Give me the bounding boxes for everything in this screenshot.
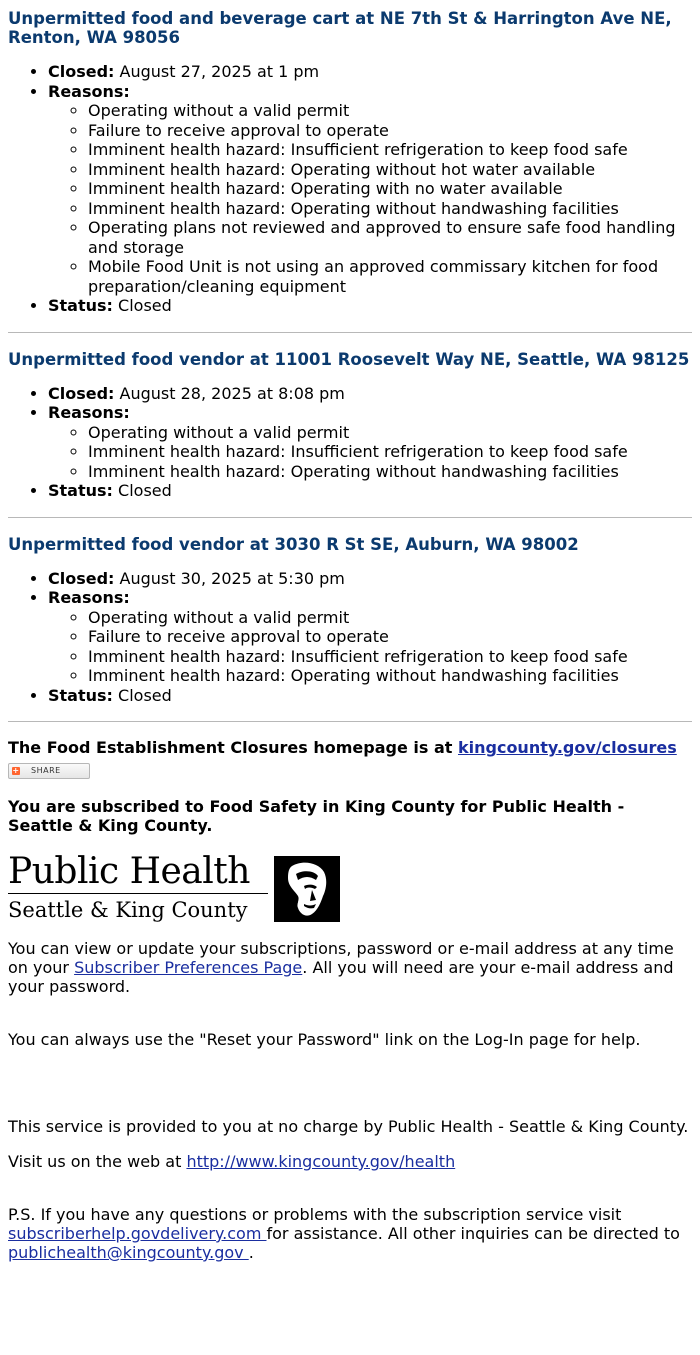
reasons-label: Reasons: — [48, 81, 130, 101]
logo-rule — [8, 893, 268, 894]
status-value: Closed — [118, 296, 172, 315]
portrait-icon — [274, 856, 340, 922]
status-value: Closed — [118, 685, 172, 705]
reasons-label: Reasons: — [48, 588, 130, 607]
closures-homepage-link[interactable]: kingcounty.gov/closures — [457, 738, 677, 757]
health-website-link[interactable]: http://www.kingcounty.gov/health — [186, 1152, 456, 1171]
reason-item: ◦ Imminent health hazard: Operating without handwashing facilities — [88, 666, 692, 686]
closure-title: Unpermitted food vendor at 3030 R St SE, Auburn, WA 98002 — [8, 534, 579, 554]
closure-details — [8, 569, 692, 706]
divider — [8, 721, 692, 722]
status-item — [48, 686, 692, 706]
status-value: Closed — [118, 481, 172, 500]
preferences-text — [8, 939, 692, 996]
closed-value: August 28, 2025 at 8:08 pm — [119, 383, 345, 403]
service-text: This service is provided to you at no charge by Public Health - Seattle & King County. — [8, 1117, 689, 1136]
closed-label: Closed: — [48, 383, 115, 403]
reasons-list — [48, 608, 692, 686]
closed-item — [48, 569, 692, 589]
ps-text — [8, 1205, 692, 1262]
closed-value: August 30, 2025 at 5:30 pm — [119, 568, 345, 588]
closed-item — [48, 62, 692, 82]
reason-item: ◦ Imminent health hazard: Operating with no water available — [88, 179, 692, 199]
public-health-logo — [8, 853, 692, 922]
visit-text — [8, 1152, 692, 1171]
reason-item: ◦ Operating plans not reviewed and approved to ensure safe food handling and storage — [88, 218, 692, 257]
reasons-item — [48, 403, 692, 481]
status-label: Status: — [48, 685, 113, 705]
logo-wordmark — [8, 853, 268, 922]
reason-item: ◦ Imminent health hazard: Insufficient refrigeration to keep food safe — [88, 140, 692, 160]
reason-item: ◦ Imminent health hazard: Insufficient refrigeration to keep food safe — [88, 647, 692, 667]
reasons-list — [48, 423, 692, 482]
share-label: SHARE — [31, 766, 61, 775]
reason-item: ◦ Failure to receive approval to operate — [88, 121, 692, 141]
closure-entry — [8, 518, 692, 706]
mlk-portrait-icon — [274, 856, 340, 922]
prefs-after: . All you will need are your e-mail address and your password. — [8, 958, 674, 996]
reasons-item — [48, 82, 692, 297]
reason-item: ◦ Imminent health hazard: Operating without handwashing facilities — [88, 199, 692, 219]
status-label: Status: — [48, 296, 113, 315]
reason-item: ◦ Imminent health hazard: Operating without handwashing facilities — [88, 462, 692, 482]
status-item — [48, 481, 692, 501]
closed-value: August 27, 2025 at 1 pm — [119, 62, 320, 81]
closure-entry — [8, 0, 692, 316]
status-label: Status: — [48, 481, 113, 500]
closed-item — [48, 384, 692, 404]
reason-item: ◦ Operating without a valid permit — [88, 608, 692, 628]
logo-line1: Public Health — [8, 851, 250, 892]
subscriber-preferences-link[interactable]: Subscriber Preferences Page — [74, 958, 303, 977]
reason-item: ◦ Failure to receive approval to operate — [88, 627, 692, 647]
closure-title: Unpermitted food and beverage cart at NE 7th St & Harrington Ave NE, Renton, WA 98056 — [8, 9, 672, 47]
reasons-list — [48, 101, 692, 296]
closure-details — [8, 384, 692, 501]
reasons-item — [48, 588, 692, 686]
closed-label: Closed: — [48, 568, 115, 588]
subscriber-help-link[interactable]: subscriberhelp.govdelivery.com — [8, 1224, 267, 1243]
closure-entry — [8, 333, 692, 501]
ps-before: P.S. If you have any questions or problems with the subscription service visit — [8, 1205, 622, 1224]
visit-label: Visit us on the web at — [8, 1152, 187, 1171]
plus-icon: + — [12, 766, 20, 775]
email-link[interactable]: publichealth@kingcounty.gov — [8, 1243, 249, 1262]
status-item — [48, 296, 692, 316]
closed-label: Closed: — [48, 62, 115, 81]
prefs-before: You can view or update your subscriptions, password or e-mail address at any time on your — [8, 939, 674, 977]
homepage-text: The Food Establishment Closures homepage is at — [8, 738, 458, 757]
ps-middle: for assistance. All other inquiries can be directed to — [266, 1224, 680, 1243]
reason-item: ◦ Mobile Food Unit is not using an approved commissary kitchen for food preparation/cleaning equipment — [88, 257, 692, 296]
homepage-line — [8, 738, 692, 757]
share-button[interactable] — [8, 763, 90, 779]
reason-item: ◦ Operating without a valid permit — [88, 423, 692, 443]
logo-line2: Seattle & King County — [8, 898, 248, 922]
subscribed-notice: You are subscribed to Food Safety in King County for Public Health - Seattle & King County. — [8, 797, 625, 835]
closure-title: Unpermitted food vendor at 11001 Roosevelt Way NE, Seattle, WA 98125 — [8, 349, 690, 369]
reason-item: ◦ Imminent health hazard: Operating without hot water available — [88, 160, 692, 180]
reason-item: ◦ Operating without a valid permit — [88, 101, 692, 121]
ps-after: . — [248, 1243, 254, 1262]
reason-item: ◦ Imminent health hazard: Insufficient refrigeration to keep food safe — [88, 442, 692, 462]
reasons-label: Reasons: — [48, 403, 130, 422]
reset-password-text: You can always use the "Reset your Password" link on the Log-In page for help. — [8, 1030, 641, 1049]
closure-details — [8, 62, 692, 316]
